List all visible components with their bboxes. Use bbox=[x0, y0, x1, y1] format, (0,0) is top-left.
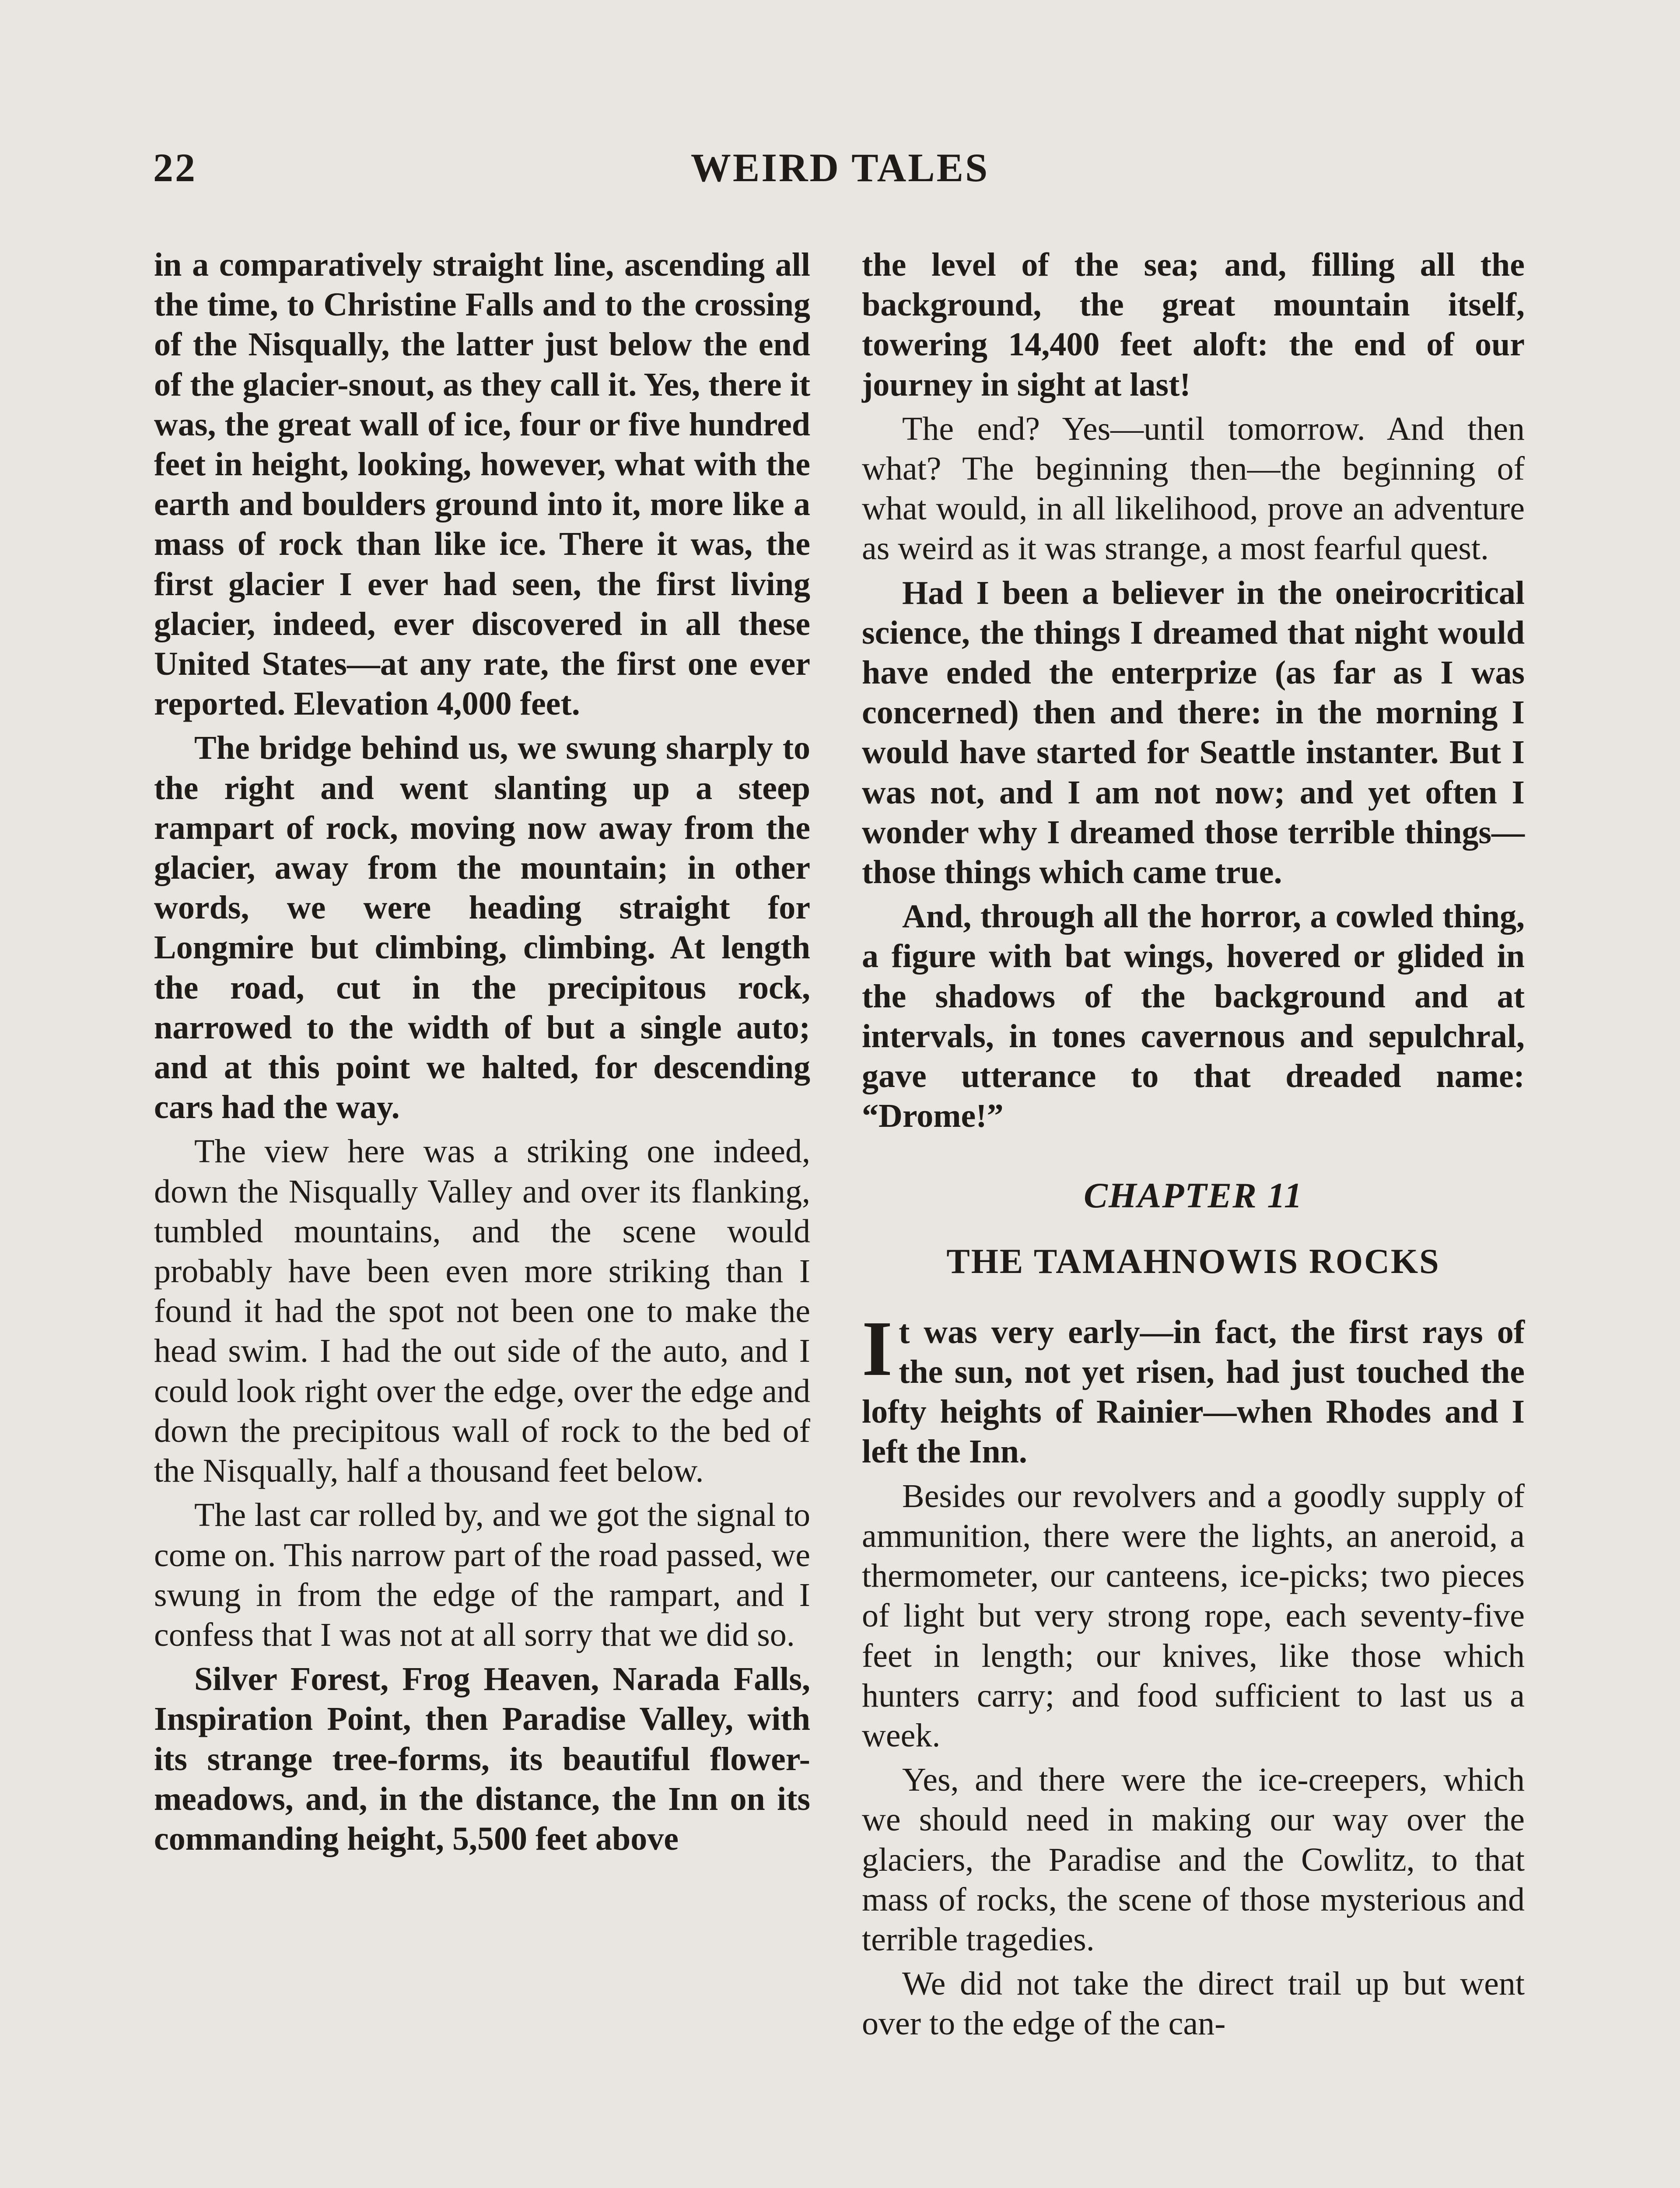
paragraph: The bridge behind us, we swung sharply to the right and went slanting up a steep rampart of rock, moving now away from the glacier, away from the mountain; in other words, we were heading straight for Longmire but climbing, climbing. At length the road, cut in the precipitous rock, narrowed to the width of but a single auto; and at this point we halted, for descending cars had the way. bbox=[154, 729, 810, 1126]
paragraph: Had I been a believer in the oneirocritical science, the things I dreamed that night would have ended the enterprize (as far as I was concerned) then and there: in the morning I would have started for Seattle instanter. But I was not, and I am not now; and yet often I wonder why I dreamed those terrible things—those things which came true. bbox=[862, 574, 1525, 891]
paragraph: The view here was a striking one indeed, down the Nisqually Valley and over its flanking, tumbled mountains, and the scene would probably have been even more striking than I found it had the spot not been one to make the head swim. I had the out side of the auto, and I could look right over the edge, over the edge and down the precipitous wall of rock to the bed of the Nisqually, half a thousand feet below. bbox=[154, 1133, 810, 1490]
paragraph: the level of the sea; and, filling all the background, the great mountain itself, towering 14,400 feet aloft: the end of our journey in sight at last! bbox=[862, 246, 1525, 403]
paragraph: Besides our revolvers and a goodly supply of ammunition, there were the lights, an aneroid, a thermometer, our canteens, ice-picks; two pieces of light but very strong rope, each seventy-five feet in length; our knives, like those which hunters carry; and food sufficient to last us a week. bbox=[862, 1477, 1525, 1754]
paragraph: Yes, and there were the ice-creepers, which we should need in making our way over the glaciers, the Paradise and the Cowlitz, to that mass of rocks, the scene of those mysterious and terrible tragedies. bbox=[862, 1761, 1525, 1958]
paragraph: The end? Yes—until tomorrow. And then what? The beginning then—the beginning of what would, in all likelihood, prove an adventure as weird as it was strange, a most fearful quest. bbox=[862, 410, 1525, 567]
right-column bbox=[862, 245, 1525, 2048]
chapter-title: THE TAMAHNOWIS ROCKS bbox=[946, 1242, 1440, 1281]
magazine-title: WEIRD TALES bbox=[690, 145, 990, 190]
left-column bbox=[154, 245, 810, 1863]
chapter-opening-paragraph: It was very early—in fact, the first rays of the sun, not yet risen, had just touched the lofty heights of Rainier—when Rhodes and I left the Inn. bbox=[862, 1304, 1525, 1470]
paragraph: The last car rolled by, and we got the signal to come on. This narrow part of the road passed, we swung in from the edge of the rampart, and I confess that I was not at all sorry that we did so. bbox=[154, 1497, 810, 1653]
running-head bbox=[153, 144, 1527, 193]
paragraph: in a comparatively straight line, ascending all the time, to Christine Falls and to the crossing of the Nisqually, the latter just below the end of the glacier-snout, as they call it. Yes, there it was, the great wall of ice, four or five hundred feet in height, looking, however, what with the earth and boulders ground into it, more like a mass of rock than like ice. There it was, the first glacier I ever had seen, the first living glacier, indeed, ever discovered in all these United States—at any rate, the first one ever reported. Elevation 4,000 feet. bbox=[154, 246, 810, 722]
paragraph: Silver Forest, Frog Heaven, Narada Falls, Inspiration Point, then Paradise Valley, with its strange tree-forms, its beautiful flower-meadows, and, in the distance, the Inn on its commanding height, 5,500 feet above bbox=[154, 1661, 810, 1857]
paragraph: And, through all the horror, a cowled thing, a figure with bat wings, hovered or glided in the shadows of the background and at intervals, in tones cavernous and sepulchral, gave utterance to that dreaded name: “Drome!” bbox=[862, 898, 1525, 1135]
chapter-number: CHAPTER 11 bbox=[1084, 1175, 1303, 1216]
page-number: 22 bbox=[153, 145, 197, 190]
paragraph: We did not take the direct trail up but went over to the edge of the can- bbox=[862, 1965, 1525, 2042]
